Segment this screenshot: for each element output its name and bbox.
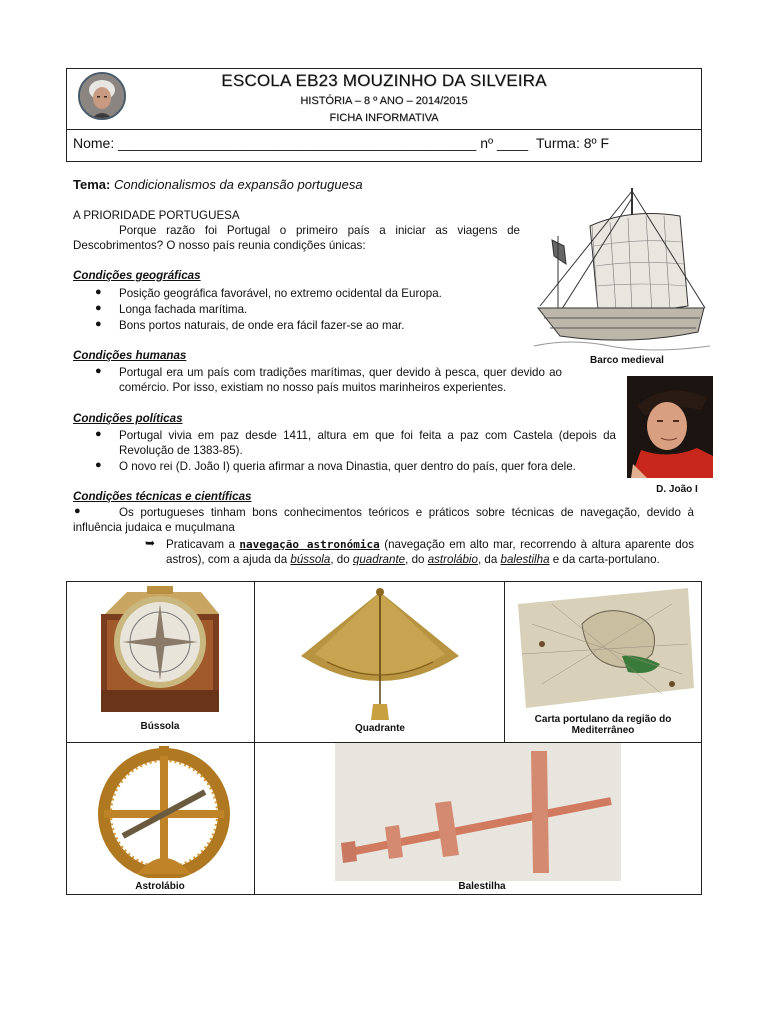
intro-paragraph: Porque razão foi Portugal o primeiro país a iniciar as viagens de Descobrimentos? O nosso país reunia condições únicas: — [73, 224, 520, 253]
bullet-icon: ● — [95, 459, 102, 471]
geo-item-1: Posição geográfica favorável, no extremo ocidental da Europa. — [119, 287, 442, 300]
bullet-icon: ● — [95, 286, 102, 298]
arrow-bullet-icon: ➥ — [145, 536, 156, 550]
political-item-2: O novo rei (D. João I) queria afirmar a nova Dinastia, quer dentro do país, quer fora dele. — [119, 460, 576, 473]
technical-heading: Condições técnicas e científicas — [73, 490, 252, 503]
term-astrolabio: astrolábio — [427, 553, 478, 567]
medieval-ship-image — [530, 186, 712, 356]
term-balestilha: balestilha — [500, 553, 550, 567]
tema-text: Condicionalismos da expansão portuguesa — [113, 177, 363, 192]
bullet-icon: ● — [95, 428, 102, 440]
political-item-1: Portugal vivia em paz desde 1411, altura em que foi feita a paz com Castela (depois da Revolução de 1383-85). — [119, 429, 616, 458]
quadrante-image — [297, 586, 463, 722]
term-quadrante: quadrante — [352, 553, 406, 567]
school-title: ESCOLA EB23 MOUZINHO DA SILVEIRA — [221, 71, 547, 90]
text-join: , do — [330, 553, 353, 567]
political-heading: Condições políticas — [73, 412, 183, 425]
tema-label: Tema: — [73, 177, 111, 192]
geo-heading: Condições geográficas — [73, 269, 201, 282]
astronomical-navigation-term: navegação astronómica — [239, 538, 380, 551]
technical-item: Os portugueses tinham bons conhecimentos teóricos e práticos sobre técnicas de navegação, devido à influência judaica e muçulmana — [73, 506, 694, 535]
carta-caption-line-1: Carta portulano da região do — [534, 714, 672, 725]
number-field[interactable]: nº ____ — [480, 135, 529, 151]
human-item: Portugal era um país com tradições marítimas, quer devido à pesca, quer devido ao comércio. Por isso, existiam no nosso país muitos marinheiros experientes. — [119, 366, 562, 395]
carta-caption — [512, 714, 694, 736]
text-join: , do — [405, 553, 428, 567]
section-title: A PRIORIDADE PORTUGUESA — [73, 209, 240, 222]
text-join: , da — [477, 553, 501, 567]
class-label: Turma: 8º F — [536, 135, 610, 151]
subitem-mid: (navegação em alto mar, recorrendo à altura aparente dos astros), com a ajuda da — [166, 538, 694, 567]
carta-caption-line-2: Mediterrâneo — [571, 725, 635, 736]
term-bussola: bússola — [290, 553, 331, 567]
balestilha-image — [335, 743, 621, 881]
king-caption: D. João I — [656, 484, 698, 495]
bussola-caption: Bússola — [87, 721, 233, 732]
ship-caption: Barco medieval — [590, 355, 664, 366]
geo-item-3: Bons portos naturais, de onde era fácil fazer-se ao mar. — [119, 319, 405, 332]
technical-subitem — [166, 537, 694, 568]
name-field[interactable]: ______________________________________________ — [118, 135, 477, 151]
tema-line — [73, 177, 363, 192]
name-row — [73, 135, 609, 151]
table-vline-2 — [504, 582, 505, 742]
subitem-pre: Praticavam a — [166, 538, 240, 551]
doc-type: FICHA INFORMATIVA — [329, 112, 439, 124]
instruments-table — [66, 581, 702, 895]
header-box — [66, 68, 702, 162]
bussola-image — [97, 586, 223, 716]
subtitle: HISTÓRIA – 8 º ANO – 2014/2015 — [300, 95, 468, 107]
table-vline-1 — [254, 582, 255, 894]
balestilha-caption: Balestilha — [458, 881, 506, 892]
astrolabio-image — [93, 746, 235, 878]
bullet-icon: ● — [95, 318, 102, 330]
quadrante-caption: Quadrante — [354, 723, 405, 734]
name-label: Nome: — [73, 135, 115, 151]
text-join: e da carta-portulano. — [549, 553, 660, 567]
carta-portulano-image — [512, 584, 696, 712]
human-heading: Condições humanas — [73, 349, 187, 362]
king-portrait-image — [627, 376, 713, 478]
astrolabio-caption: Astrolábio — [135, 881, 185, 892]
bullet-icon: ● — [74, 505, 81, 517]
bullet-icon: ● — [95, 302, 102, 314]
bullet-icon: ● — [95, 365, 102, 377]
geo-item-2: Longa fachada marítima. — [119, 303, 248, 316]
header-divider — [67, 129, 701, 130]
